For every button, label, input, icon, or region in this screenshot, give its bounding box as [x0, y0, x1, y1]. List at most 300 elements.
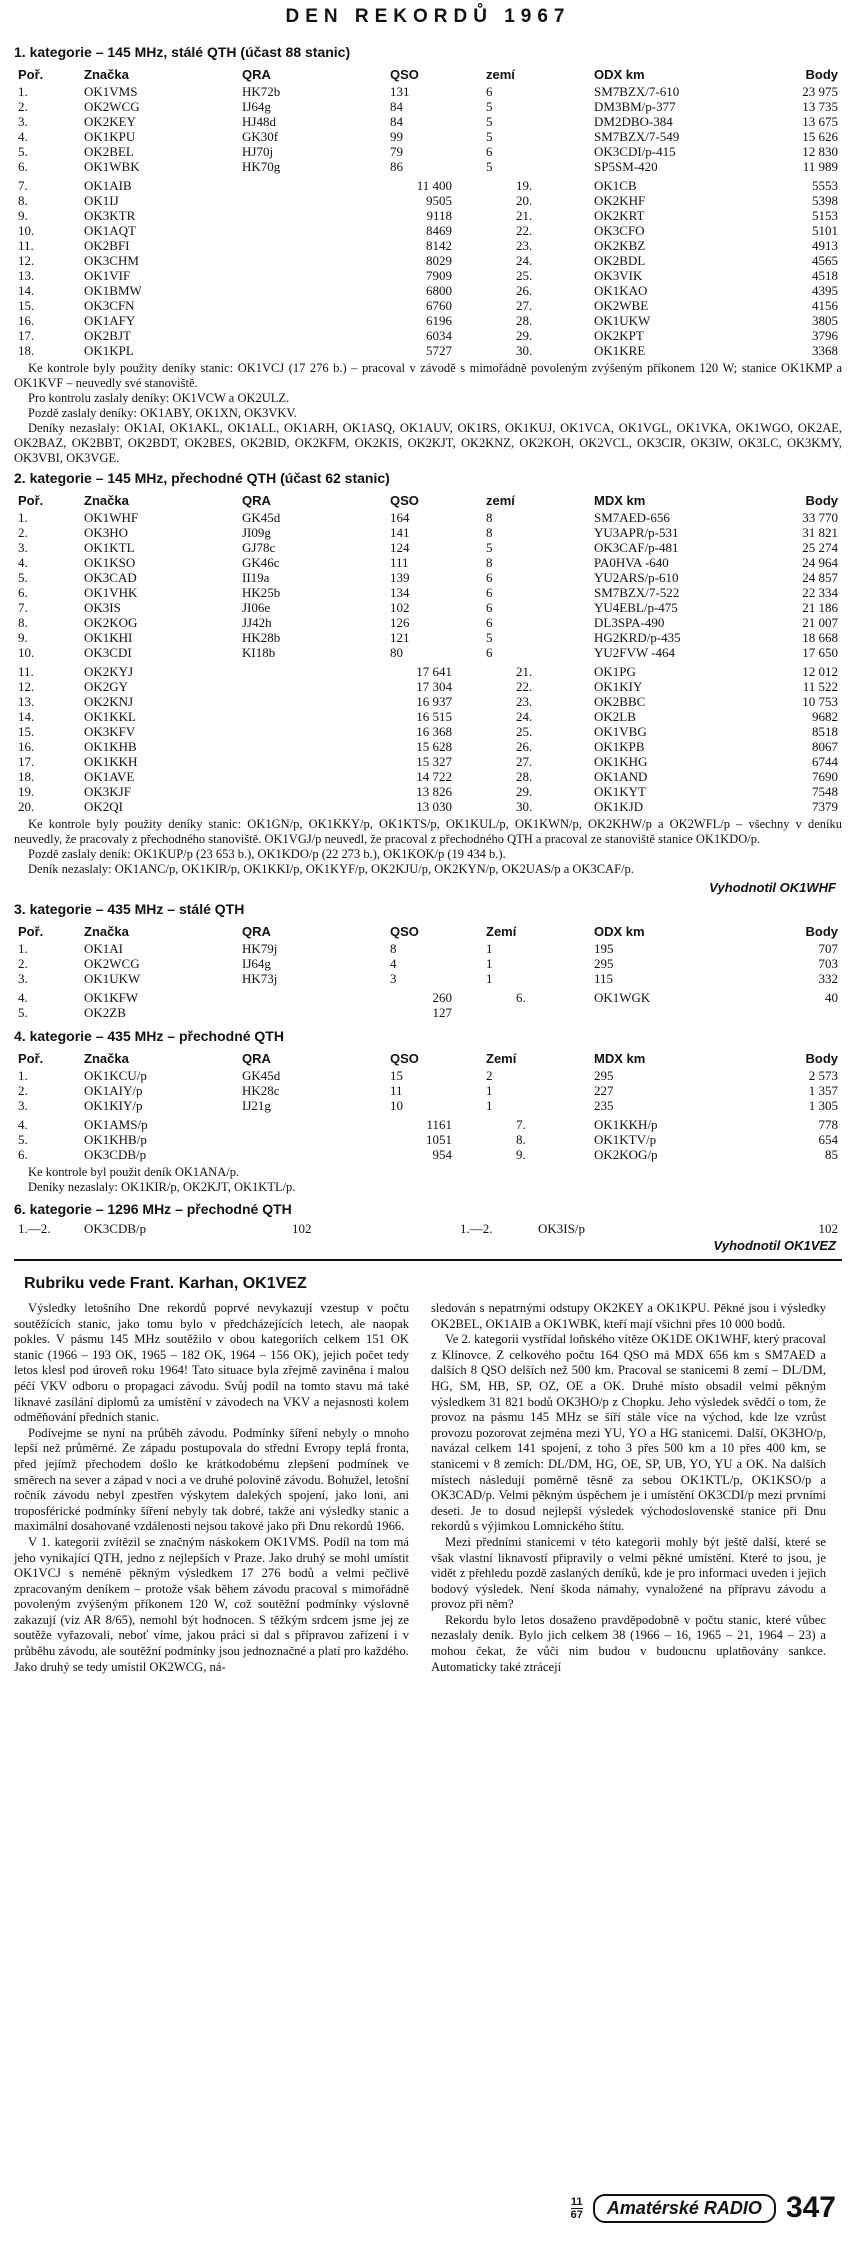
category-6-table: [14, 1221, 842, 1236]
table-row: [14, 555, 842, 570]
table-row: [14, 784, 842, 799]
note-paragraph: Ke kontrole byly použity deníky stanic: OK1VCJ (17 276 b.) – pracoval v závodě s mimořádně povoleným zvýšeným příkonem 120 W; stanice OK1KMP a OK1KVF – neuvedly své stanoviště.: [14, 361, 842, 390]
article-paragraph: Rekordu bylo letos dosaženo pravděpodobně v počtu stanic, které vůbec nezaslaly deník. Bylo jich celkem 38 (1966 – 16, 1965 – 21, 1964 – 23) a mohou čekat, že vůči nim budou v budoucnu uplatňovány sankce. Automaticky také ztrácejí: [431, 1612, 826, 1674]
best-dx: 295: [594, 956, 614, 971]
rank: 5.: [18, 144, 28, 159]
points: 16 937: [416, 694, 452, 709]
header-qra: QRA: [242, 66, 271, 82]
points: 10 753: [802, 694, 838, 709]
points: 778: [818, 1117, 838, 1132]
header-points: Body: [805, 923, 838, 939]
callsign: OK3KTR: [84, 208, 136, 223]
table-row: [14, 570, 842, 585]
table-row: [14, 208, 842, 223]
qso-count: 84: [390, 114, 403, 129]
rank: 19.: [18, 784, 35, 799]
points: 25 274: [802, 540, 838, 555]
rank: 28.: [516, 313, 533, 328]
rank: 23.: [516, 238, 533, 253]
country-count: 1: [486, 1098, 493, 1113]
table-row: [14, 510, 842, 525]
category-1-notes: [14, 361, 842, 466]
rank: 1.—2.: [18, 1221, 51, 1236]
country-count: 5: [486, 129, 493, 144]
rank: 29.: [516, 784, 533, 799]
table-row: [14, 664, 842, 679]
rank: 28.: [516, 769, 533, 784]
table-row: [14, 1132, 842, 1147]
points: 9682: [812, 709, 838, 724]
rank: 1.—2.: [460, 1221, 493, 1236]
callsign: OK1KHG: [594, 754, 648, 769]
points: 13 735: [802, 99, 838, 114]
points: 12 830: [802, 144, 838, 159]
table-row: [14, 193, 842, 208]
rank: 15.: [18, 724, 35, 739]
points: 8029: [426, 253, 452, 268]
callsign: OK2KOG: [84, 615, 138, 630]
note-paragraph: Pozdě zaslaly deníky: OK1ABY, OK1XN, OK3VKV.: [28, 406, 297, 420]
table-row: [14, 1117, 842, 1132]
callsign: OK1KYT: [594, 784, 646, 799]
qra-locator: HK70g: [242, 159, 281, 174]
points: 9118: [426, 208, 452, 223]
table-row: [14, 1005, 842, 1020]
points: 31 821: [802, 525, 838, 540]
rank: 6.: [18, 1147, 28, 1162]
points: 1 305: [808, 1098, 838, 1113]
rank: 3.: [18, 540, 28, 555]
country-count: 1: [486, 971, 493, 986]
points: 17 304: [416, 679, 452, 694]
callsign: OK3CDB/p: [84, 1221, 147, 1236]
qra-locator: GK30f: [242, 129, 279, 144]
qso-count: 80: [390, 645, 403, 660]
page-footer: [571, 2191, 836, 2225]
category-1-heading: 1. kategorie – 145 MHz, stálé QTH (účast 88 stanic): [14, 44, 351, 60]
points: 24 964: [802, 555, 838, 570]
header-qra: QRA: [242, 492, 271, 508]
callsign: OK1KPU: [84, 129, 136, 144]
page-title: DEN REKORDŮ 1967: [285, 6, 571, 27]
rank: 30.: [516, 799, 533, 814]
points: 15 327: [416, 754, 452, 769]
note-paragraph: Deníky nezaslaly: OK1KIR/p, OK2KJT, OK1KTL/p.: [28, 1180, 296, 1194]
article: [14, 1301, 842, 1675]
points: 8469: [426, 223, 452, 238]
rank: 4.: [18, 555, 28, 570]
best-dx: OK3CAF/p-481: [594, 540, 679, 555]
callsign: OK2BDL: [594, 253, 646, 268]
evaluator-signature: Vyhodnotil OK1VEZ: [713, 1238, 836, 1253]
table-row: [14, 99, 842, 114]
points: 11 989: [802, 159, 838, 174]
table-row: [14, 238, 842, 253]
rank: 2.: [18, 1083, 28, 1098]
best-dx: 195: [594, 941, 614, 956]
callsign: OK3IS: [84, 600, 121, 615]
points: 15 628: [416, 739, 452, 754]
header-odx: ODX km: [594, 923, 645, 939]
callsign: OK1AQT: [84, 223, 136, 238]
rank: 13.: [18, 268, 35, 283]
points: 7548: [812, 784, 838, 799]
callsign: OK3KFV: [84, 724, 136, 739]
category-4-rest-table: [14, 1117, 842, 1162]
table-row: [14, 754, 842, 769]
divider: [14, 1259, 842, 1261]
rank: 27.: [516, 754, 533, 769]
country-count: 2: [486, 1068, 493, 1083]
header-rank: Poř.: [18, 492, 44, 508]
points: 14 722: [416, 769, 452, 784]
best-dx: SM7BZX/7-522: [594, 585, 680, 600]
callsign: OK1KTL: [84, 540, 135, 555]
table-row: [14, 769, 842, 784]
country-count: 5: [486, 540, 493, 555]
article-paragraph: sledován s nepatrnými odstupy OK2KEY a OK1KPU. Pěkné jsou i výsledky OK2BEL, OK1AIB a OK1WBK, kteří mají všichni přes 10 000 bodů.: [431, 1301, 826, 1331]
table-row: [14, 645, 842, 660]
points: 33 770: [802, 510, 838, 525]
article-paragraph: Mezi předními stanicemi v této kategorii mohly být ještě další, které se však vlastní liknavostí připravily o velmi pěkné umístění. Které to jsou, je vidět z přehledu pozdě zaslaných deníků, kde je pro informaci uveden i jejich bodový výsledek. Není škoda námahy, vynaložené na přípravu závodu a provoz při něm?: [431, 1534, 826, 1612]
qra-locator: GJ78c: [242, 540, 276, 555]
country-count: 6: [486, 570, 493, 585]
points: 1 357: [808, 1083, 838, 1098]
callsign: OK2KHF: [594, 193, 646, 208]
header-odx: ODX km: [594, 66, 645, 82]
category-2-notes: [14, 817, 842, 877]
qra-locator: HK25b: [242, 585, 281, 600]
points: 17 650: [802, 645, 838, 660]
points: 5153: [812, 208, 838, 223]
rank: 1.: [18, 1068, 28, 1083]
article-paragraph: Výsledky letošního Dne rekordů poprvé nevykazují vzestup v počtu soutěžících stanic, jako tomu bylo v předcházejících letech, ale naopak pokles. V pásmu 145 MHz soutěžilo v obou kategoriích celkem 151 OK stanic (1966 – 193 OK, 1965 – 182 OK, 1964 – 156 OK), jejich počet tedy letos klesl pod úroveň roku 1964! Tato situace byla zřejmě zaviněna i malou péčí VKV odboru o propagaci závodu. Svůj podíl na tomto stavu má také liknavé zasílání diplomů za umístění v závodech na VKV a nejasnosti kolem odměňování předních stanic.: [14, 1301, 409, 1425]
table-row: [14, 178, 842, 193]
points: 6744: [812, 754, 838, 769]
callsign: OK1KJD: [594, 799, 644, 814]
callsign: OK1VIF: [84, 268, 131, 283]
qso-count: 99: [390, 129, 403, 144]
points: 5727: [426, 343, 452, 358]
points: 21 186: [802, 600, 838, 615]
callsign: OK3CDB/p: [84, 1147, 147, 1162]
rank: 4.: [18, 990, 28, 1005]
qra-locator: JI06e: [242, 600, 271, 615]
qso-count: 79: [390, 144, 403, 159]
best-dx: 295: [594, 1068, 614, 1083]
country-count: 8: [486, 510, 493, 525]
points: 8518: [812, 724, 838, 739]
table-row: [14, 1098, 842, 1113]
rank: 2.: [18, 99, 28, 114]
callsign: OK1KHB/p: [84, 1132, 147, 1147]
qso-count: 124: [390, 540, 410, 555]
callsign: OK1VMS: [84, 84, 138, 99]
country-count: 6: [486, 144, 493, 159]
points: 18 668: [802, 630, 838, 645]
callsign: OK3CFO: [594, 223, 645, 238]
callsign: OK1AVE: [84, 769, 135, 784]
table-row: [14, 739, 842, 754]
header-countries: Zemí: [486, 1050, 517, 1066]
callsign: OK1AI: [84, 941, 123, 956]
best-dx: PA0HVA -640: [594, 555, 669, 570]
points: 3368: [812, 343, 838, 358]
best-dx: YU3APR/p-531: [594, 525, 679, 540]
callsign: OK1AIB: [84, 178, 132, 193]
table-row: [14, 956, 842, 971]
points: 4395: [812, 283, 838, 298]
rank: 22.: [516, 223, 533, 238]
rank: 11.: [18, 664, 34, 679]
evaluator-signature: Vyhodnotil OK1WHF: [709, 880, 836, 895]
page-number: 347: [785, 2191, 836, 2224]
table-row: [14, 679, 842, 694]
callsign: OK2KEY: [84, 114, 136, 129]
callsign: OK3CAD: [84, 570, 137, 585]
rank: 20.: [516, 193, 533, 208]
best-dx: 235: [594, 1098, 614, 1113]
rank: 3.: [18, 114, 28, 129]
qra-locator: KI18b: [242, 645, 276, 660]
rank: 8.: [18, 615, 28, 630]
rank: 7.: [516, 1117, 526, 1132]
rank: 16.: [18, 739, 35, 754]
category-4-heading: 4. kategorie – 435 MHz – přechodné QTH: [14, 1028, 284, 1044]
table-row: [14, 343, 842, 358]
points: 8067: [812, 739, 838, 754]
qso-count: 86: [390, 159, 403, 174]
table-row: [14, 990, 842, 1005]
country-count: 1: [486, 941, 493, 956]
table-row: [14, 600, 842, 615]
best-dx: DM2DBO-384: [594, 114, 673, 129]
callsign: OK1CB: [594, 178, 637, 193]
callsign: OK2QI: [84, 799, 123, 814]
rank: 14.: [18, 283, 35, 298]
points: 3805: [812, 313, 838, 328]
callsign: OK1KIY: [594, 679, 643, 694]
callsign: OK2WCG: [84, 956, 140, 971]
points: 13 675: [802, 114, 838, 129]
header-qso: QSO: [390, 492, 419, 508]
header-points: Body: [805, 66, 838, 82]
callsign: OK1PG: [594, 664, 636, 679]
table-row: [14, 941, 842, 956]
qra-locator: IJ64g: [242, 99, 271, 114]
table-row: [14, 114, 842, 129]
callsign: OK3VIK: [594, 268, 643, 283]
table-row: [14, 129, 842, 144]
rank: 6.: [18, 159, 28, 174]
qso-count: 111: [390, 555, 409, 570]
points: 102: [818, 1221, 838, 1236]
category-1-rest-table: [14, 178, 842, 358]
note-paragraph: Pro kontrolu zaslaly deníky: OK1VCW a OK2ULZ.: [28, 391, 290, 405]
header-call: Značka: [84, 923, 129, 939]
rank: 26.: [516, 739, 533, 754]
points: 24 857: [802, 570, 838, 585]
issue-year: 67: [570, 2208, 583, 2221]
callsign: OK2GY: [84, 679, 129, 694]
rank: 6.: [18, 585, 28, 600]
points: 15 626: [802, 129, 838, 144]
qra-locator: IJ64g: [242, 956, 271, 971]
qso-count: 121: [390, 630, 410, 645]
callsign: OK1WHF: [84, 510, 139, 525]
category-2-heading: 2. kategorie – 145 MHz, přechodné QTH (účast 62 stanic): [14, 470, 390, 486]
points: 260: [432, 990, 452, 1005]
qso-count: 4: [390, 956, 397, 971]
points: 13 030: [416, 799, 452, 814]
country-count: 8: [486, 555, 493, 570]
table-row: [14, 253, 842, 268]
header-mdx: MDX km: [594, 492, 646, 508]
rank: 21.: [516, 208, 533, 223]
best-dx: OK3CDI/p-415: [594, 144, 676, 159]
rank: 27.: [516, 298, 533, 313]
table-row: [14, 694, 842, 709]
qra-locator: IJ21g: [242, 1098, 271, 1113]
table-header-row: [14, 490, 842, 510]
rank: 2.: [18, 525, 28, 540]
callsign: OK2BFI: [84, 238, 130, 253]
table-row: [14, 1221, 842, 1236]
points: 22 334: [802, 585, 838, 600]
rank: 9.: [18, 630, 28, 645]
rank: 12.: [18, 679, 35, 694]
header-countries: zemí: [486, 66, 515, 82]
table-row: [14, 1068, 842, 1083]
category-6-heading: 6. kategorie – 1296 MHz – přechodné QTH: [14, 1201, 292, 1217]
callsign: OK1AMS/p: [84, 1117, 148, 1132]
qso-count: 139: [390, 570, 410, 585]
callsign: OK1AND: [594, 769, 648, 784]
callsign: OK1KHI: [84, 630, 133, 645]
table-row: [14, 630, 842, 645]
rank: [512, 1005, 590, 1020]
qso-count: 8: [390, 941, 397, 956]
table-row: [14, 298, 842, 313]
rank: 10.: [18, 223, 35, 238]
callsign: OK2BEL: [84, 144, 134, 159]
points: 17 641: [416, 664, 452, 679]
callsign: OK1BMW: [84, 283, 142, 298]
callsign: OK2LB: [594, 709, 636, 724]
points: 1051: [426, 1132, 452, 1147]
table-row: [14, 144, 842, 159]
table-header-row: [14, 64, 842, 84]
rank: 17.: [18, 328, 35, 343]
rank: 8.: [18, 193, 28, 208]
best-dx: YU2ARS/p-610: [594, 570, 679, 585]
header-mdx: MDX km: [594, 1050, 646, 1066]
qra-locator: JJ42h: [242, 615, 272, 630]
article-column-right: [431, 1301, 826, 1675]
country-count: 5: [486, 114, 493, 129]
best-dx: 115: [594, 971, 614, 986]
callsign: OK2KNJ: [84, 694, 134, 709]
rank: 4.: [18, 129, 28, 144]
note-paragraph: Deníky nezaslaly: OK1AI, OK1AKL, OK1ALL, OK1ARH, OK1ASQ, OK1AUV, OK1RS, OK1KUJ, OK1VCA, OK1VGL, OK1VKA, OK1WGO, OK2AE, OK2BAZ, OK2BBT, OK2BDT, OK2BES, OK2BID, OK2KFM, OK2KIS, OK2KJT, OK2KNZ, OK2KOH, OK2VCL, OK3CIR, OK3IW, OK3LC, OK3KMY, OK3VBI, OK3VGE.: [14, 421, 842, 465]
table-row: [14, 159, 842, 174]
country-count: 1: [486, 1083, 493, 1098]
country-count: 8: [486, 525, 493, 540]
callsign: OK2KOG/p: [594, 1147, 658, 1162]
table-row: [14, 540, 842, 555]
best-dx: HG2KRD/p-435: [594, 630, 681, 645]
callsign: [590, 1005, 780, 1020]
article-column-left: [14, 1301, 409, 1675]
rank: 25.: [516, 724, 533, 739]
note-paragraph: Pozdě zaslaly deník: OK1KUP/p (23 653 b.), OK1KDO/p (22 273 b.), OK1KOK/p (19 434 b.).: [28, 847, 506, 861]
points: 4565: [812, 253, 838, 268]
header-call: Značka: [84, 1050, 129, 1066]
points: [780, 1005, 842, 1020]
rank: 23.: [516, 694, 533, 709]
rank: 9.: [18, 208, 28, 223]
table-row: [14, 585, 842, 600]
points: 1161: [426, 1117, 452, 1132]
table-row: [14, 328, 842, 343]
callsign: OK1KHB: [84, 739, 137, 754]
rank: 1.: [18, 510, 28, 525]
rank: 24.: [516, 253, 533, 268]
note-paragraph: Deník nezaslaly: OK1ANC/p, OK1KIR/p, OK1KKI/p, OK1KYF/p, OK2KJU/p, OK2KYN/p, OK2UAS/p a OK3CAF/p.: [28, 862, 634, 876]
points: 23 975: [802, 84, 838, 99]
qra-locator: HK79j: [242, 941, 278, 956]
callsign: OK2WCG: [84, 99, 140, 114]
rank: 15.: [18, 298, 35, 313]
qso-count: 3: [390, 971, 397, 986]
callsign: OK2ZB: [84, 1005, 126, 1020]
points: 85: [825, 1147, 838, 1162]
points: 7690: [812, 769, 838, 784]
rank: 1.: [18, 84, 28, 99]
header-call: Značka: [84, 492, 129, 508]
callsign: OK3CFN: [84, 298, 135, 313]
rank: 12.: [18, 253, 35, 268]
points: 9505: [426, 193, 452, 208]
points: 6034: [426, 328, 452, 343]
rank: 19.: [516, 178, 533, 193]
callsign: OK1KKH/p: [594, 1117, 658, 1132]
callsign: OK1KRE: [594, 343, 646, 358]
points: 954: [432, 1147, 452, 1162]
rank: 11.: [18, 238, 34, 253]
best-dx: DM3BM/p-377: [594, 99, 676, 114]
qso-count: 134: [390, 585, 410, 600]
country-count: 5: [486, 630, 493, 645]
points: 6800: [426, 283, 452, 298]
points: 21 007: [802, 615, 838, 630]
table-row: [14, 313, 842, 328]
rank: 24.: [516, 709, 533, 724]
issue-number: [571, 2196, 583, 2221]
rank: 22.: [516, 679, 533, 694]
qso-count: 164: [390, 510, 410, 525]
qso-count: 10: [390, 1098, 403, 1113]
points: 4913: [812, 238, 838, 253]
best-dx: DL3SPA-490: [594, 615, 665, 630]
table-row: [14, 268, 842, 283]
callsign: OK1KSO: [84, 555, 136, 570]
note-paragraph: Ke kontrole byly použity deníky stanic: OK1GN/p, OK1KKY/p, OK1KTS/p, OK1KUL/p, OK1KWN/p, OK2KHW/p a OK2WFL/p – všechny v deníku neuvedly, že pracovaly z přechodného stanoviště. OK1VGJ/p neuvedl, že pracoval z přechodného QTH a pracoval ze stanoviště stanice OK1KDO/p.: [14, 817, 842, 846]
country-count: 5: [486, 159, 493, 174]
category-4-notes: [14, 1165, 842, 1195]
rank: 2.: [18, 956, 28, 971]
points: 5553: [812, 178, 838, 193]
